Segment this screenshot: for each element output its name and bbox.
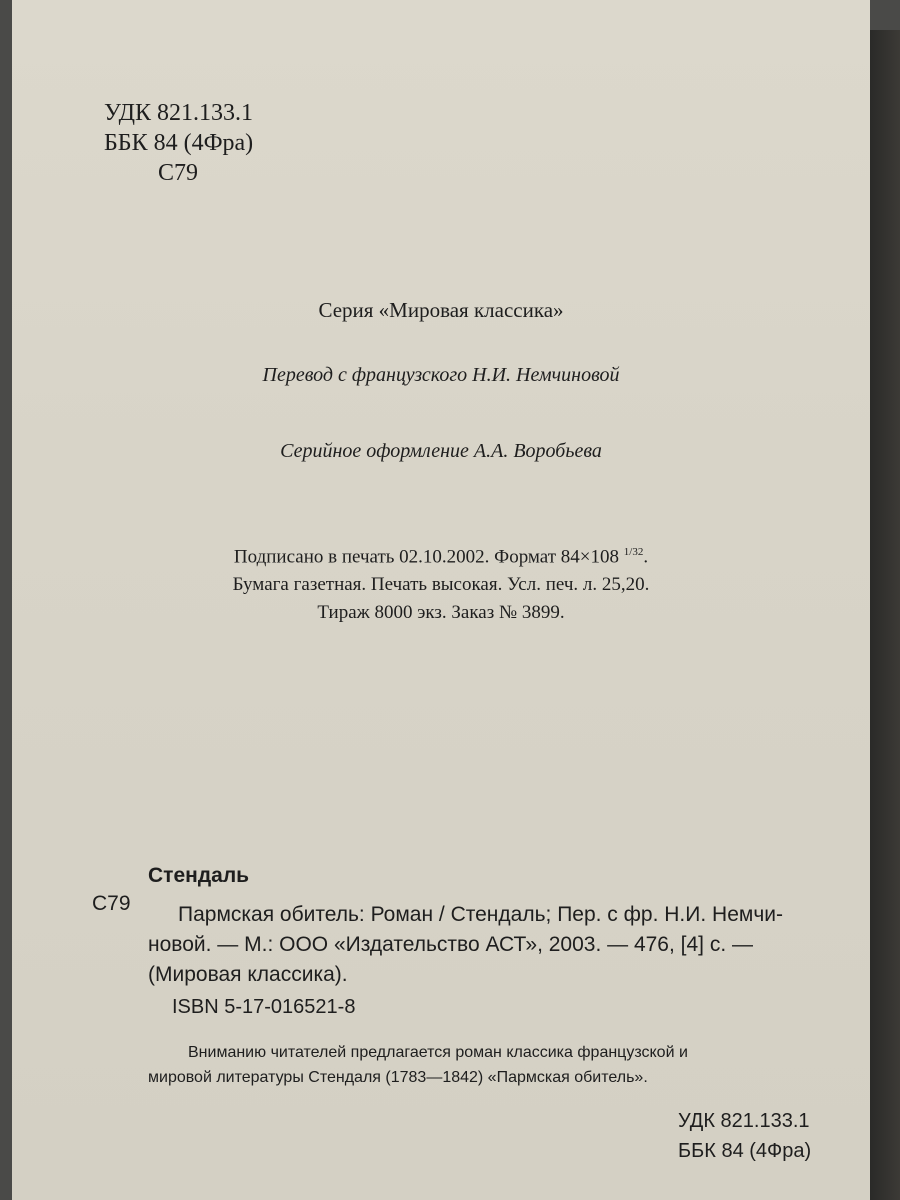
print-format-fraction: 1/32 [623, 546, 644, 558]
biblio-line-1-text: Пармская обитель: Роман / Стендаль; Пер. с фр. Н.И. Немчи- [178, 903, 783, 926]
catalog-mark: С79 [92, 892, 131, 915]
bibliographic-description [148, 900, 783, 990]
isbn: ISBN 5-17-016521-8 [172, 996, 356, 1018]
annotation [148, 1040, 688, 1090]
book-edge-shadow [870, 30, 900, 1200]
biblio-line-2: новой. — М.: ООО «Издательство АСТ», 2003. — 476, [4] с. — [148, 933, 754, 956]
annotation-line-1-text: Вниманию читателей предлагается роман классика французской и [188, 1044, 688, 1061]
print-line-1 [12, 538, 870, 571]
bottom-udk-code: УДК 821.133.1 [678, 1110, 810, 1132]
print-line-1-end: . [643, 546, 649, 568]
design-credit: Серийное оформление А.А. Воробьева [280, 440, 602, 462]
print-details [12, 538, 870, 627]
series-name: Серия «Мировая классика» [318, 298, 564, 322]
annotation-line-1 [148, 1040, 688, 1065]
udk-code: УДК 821.133.1 [104, 100, 253, 126]
print-line-3: Тираж 8000 экз. Заказ № 3899. [317, 602, 565, 624]
author-mark: С79 [158, 160, 199, 186]
catalog-author: Стендаль [148, 864, 250, 887]
book-page [12, 0, 870, 1200]
bottom-bbk-code: ББК 84 (4Фра) [678, 1140, 812, 1162]
top-classification-codes [104, 98, 253, 188]
translation-credit: Перевод с французского Н.И. Немчиновой [262, 364, 620, 386]
print-line-1-text: Подписано в печать 02.10.2002. Формат 84×108 [233, 546, 620, 568]
annotation-line-2: мировой литературы Стендаля (1783—1842) «Пармская обитель». [148, 1069, 648, 1086]
bottom-classification-codes [678, 1106, 811, 1166]
biblio-line-3: (Мировая классика). [148, 963, 348, 986]
bbk-code: ББК 84 (4Фра) [104, 130, 254, 156]
print-line-2: Бумага газетная. Печать высокая. Усл. печ. л. 25,20. [232, 574, 650, 596]
biblio-line-1 [148, 900, 783, 930]
